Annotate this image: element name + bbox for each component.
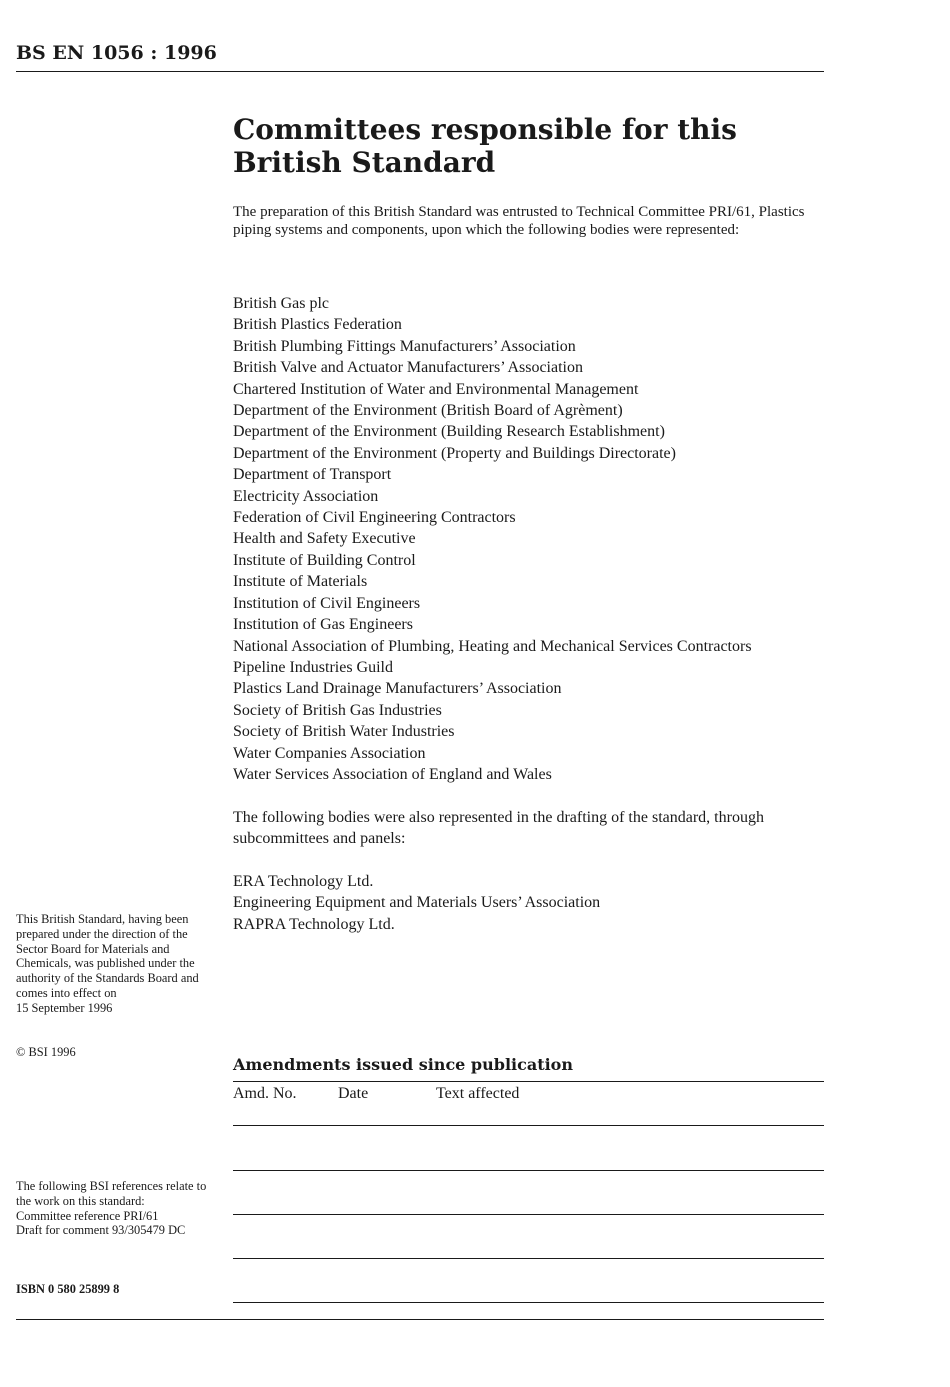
amendments-row-rule (233, 1170, 824, 1171)
list-item: ERA Technology Ltd. (233, 873, 374, 890)
list-item: Chartered Institution of Water and Environmental Management (233, 380, 639, 398)
list-item: Health and Safety Executive (233, 530, 416, 548)
list-item: British Gas plc (233, 295, 329, 312)
list-item: Electricity Association (233, 487, 379, 505)
also-represented-paragraph: The following bodies were also represented in the drafting of the standard, through subcommittees and panels: (233, 809, 764, 848)
amendments-row-rule (233, 1125, 824, 1126)
list-item: British Plastics Federation (233, 316, 402, 334)
list-item: British Plumbing Fittings Manufacturers’ Association (233, 337, 576, 355)
list-item: British Valve and Actuator Manufacturers’ Association (233, 359, 583, 377)
amendments-column-header: Text affected (436, 1085, 520, 1102)
represented-bodies-list (233, 293, 828, 785)
list-item: Society of British Water Industries (233, 723, 455, 741)
list-item: Pipeline Industries Guild (233, 658, 393, 676)
authority-note (16, 912, 216, 1016)
footer-divider (16, 1319, 824, 1320)
effective-date: 15 September 1996 (16, 1000, 113, 1015)
page-title (233, 113, 833, 179)
list-item: Institution of Gas Engineers (233, 616, 413, 634)
list-item: National Association of Plumbing, Heating and Mechanical Services Contractors (233, 637, 752, 655)
draft-reference: Draft for comment 93/305479 DC (16, 1223, 186, 1238)
references-intro: The following BSI references relate to the work on this standard: (16, 1179, 207, 1208)
list-item: Plastics Land Drainage Manufacturers’ Association (233, 680, 562, 698)
list-item: RAPRA Technology Ltd. (233, 915, 395, 933)
committee-reference: Committee reference PRI/61 (16, 1208, 159, 1223)
list-item: Society of British Gas Industries (233, 701, 442, 719)
page-title-line-1: Committees responsible for this (233, 113, 737, 146)
list-item: Institute of Building Control (233, 551, 416, 569)
amendments-row-rule (233, 1214, 824, 1215)
list-item: Department of Transport (233, 466, 392, 484)
document-code: BS EN 1056 : 1996 (16, 42, 217, 64)
authority-note-text: This British Standard, having been prepared under the direction of the Sector Board for Materials and Chemicals, was published under the authority of the Standards Board and comes into effect on (16, 912, 199, 1000)
list-item: Water Companies Association (233, 744, 426, 762)
intro-paragraph: The preparation of this British Standard was entrusted to Technical Committee PRI/61, Plastics piping systems and components, upon which the following bodies were represented: (233, 204, 805, 238)
list-item: Federation of Civil Engineering Contractors (233, 509, 516, 527)
list-item: Department of the Environment (British Board of Agrèment) (233, 402, 623, 420)
copyright-notice: © BSI 1996 (16, 1045, 76, 1059)
isbn: ISBN 0 580 25899 8 (16, 1282, 120, 1296)
amendments-column-header: Amd. No. (233, 1085, 297, 1102)
list-item: Institution of Civil Engineers (233, 594, 421, 612)
list-item: Engineering Equipment and Materials Users’ Association (233, 894, 601, 912)
list-item: Department of the Environment (Property and Buildings Directorate) (233, 444, 676, 462)
list-item: Department of the Environment (Building Research Establishment) (233, 423, 665, 441)
list-item: Water Services Association of England and Wales (233, 765, 552, 783)
page-title-line-2: British Standard (233, 146, 496, 179)
amendments-title: Amendments issued since publication (233, 1055, 573, 1074)
amendments-row-rule (233, 1258, 824, 1259)
also-represented-list (233, 871, 828, 935)
amendments-table-top-rule (233, 1081, 824, 1082)
amendments-row-rule (233, 1302, 824, 1303)
list-item: Institute of Materials (233, 573, 368, 591)
bsi-references (16, 1179, 216, 1238)
header-divider (16, 71, 824, 72)
amendments-column-header: Date (338, 1085, 369, 1102)
